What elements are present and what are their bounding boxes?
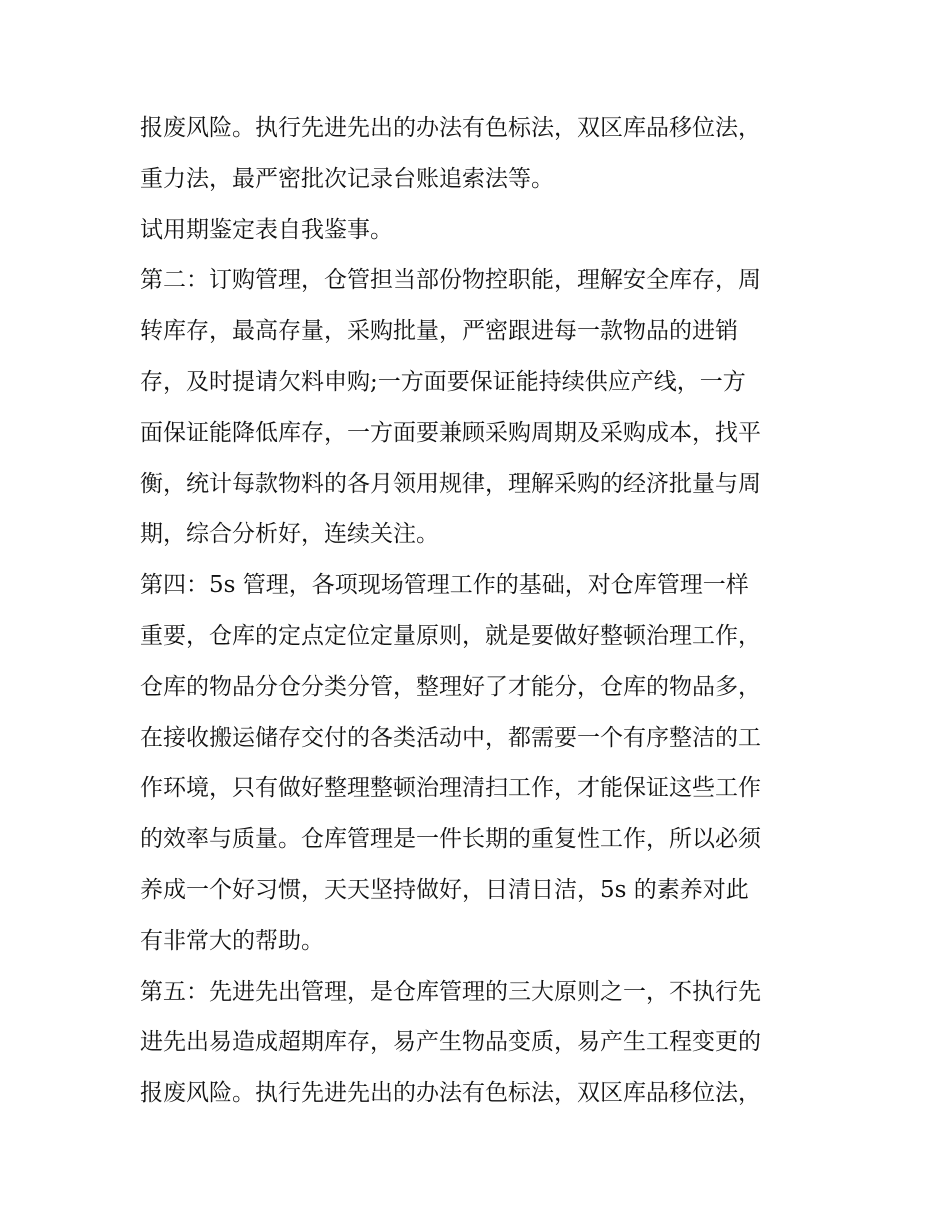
text-line: 重力法，最严密批次记录台账追索法等。	[140, 165, 554, 192]
text-line: 第五：先进先出管理，是仓库管理的三大原则之一，不执行先	[140, 978, 761, 1005]
text-line: 报废风险。执行先进先出的办法有色标法，双区库品移位法，	[140, 1080, 761, 1107]
text-line: 衡，统计每款物料的各月领用规律，理解采购的经济批量与周	[140, 470, 761, 497]
text-line: 期，综合分析好，连续关注。	[140, 521, 439, 548]
text-line: 重要，仓库的定点定位定量原则，就是要做好整顿治理工作，	[140, 622, 761, 649]
text-line: 存，及时提请欠料申购;一方面要保证能持续供应产线，一方	[140, 368, 746, 395]
text-line: 转库存，最高存量，采购批量，严密跟进每一款物品的进销	[140, 318, 738, 345]
text-line: 第四：5s 管理，各项现场管理工作的基础，对仓库管理一样	[140, 572, 749, 599]
text-line: 在接收搬运储存交付的各类活动中，都需要一个有序整洁的工	[140, 724, 761, 751]
text-line: 作环境，只有做好整理整顿治理清扫工作，才能保证这些工作	[140, 775, 761, 802]
text-line: 试用期鉴定表自我鉴事。	[140, 216, 393, 243]
text-line: 仓库的物品分仓分类分管，整理好了才能分，仓库的物品多，	[140, 673, 761, 700]
text-line: 面保证能降低库存，一方面要兼顾采购周期及采购成本，找平	[140, 419, 761, 446]
text-line: 报废风险。执行先进先出的办法有色标法，双区库品移位法，	[140, 115, 761, 141]
text-line: 有非常大的帮助。	[140, 927, 324, 954]
text-line: 第二：订购管理，仓管担当部份物控职能，理解安全库存，周	[140, 267, 761, 294]
document-body	[140, 103, 812, 1119]
text-line: 的效率与质量。仓库管理是一件长期的重复性工作，所以必须	[140, 826, 761, 853]
text-line: 进先出易造成超期库存，易产生物品变质，易产生工程变更的	[140, 1029, 761, 1056]
text-line: 养成一个好习惯，天天坚持做好，日清日洁，5s 的素养对此	[140, 876, 749, 903]
